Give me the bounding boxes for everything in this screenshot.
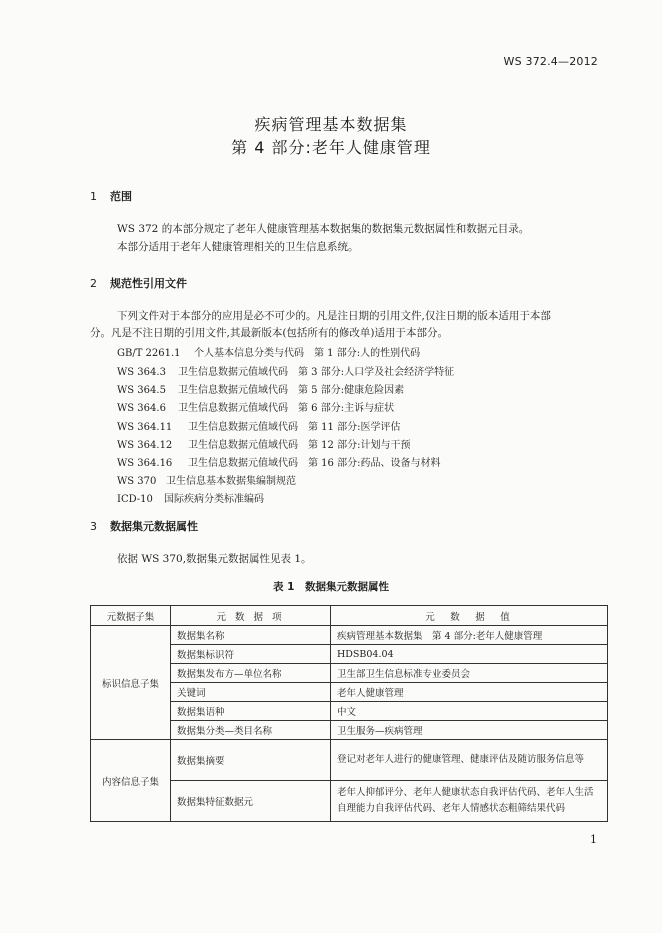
table-row [91, 740, 608, 781]
reference-title: 卫生信息数据元值域代码 第 5 部分:健康危险因素 [178, 385, 405, 396]
reference-item [117, 381, 404, 396]
section-1-paragraph-2: 本部分适用于老年人健康管理相关的卫生信息系统。 [117, 241, 359, 253]
reference-item [117, 454, 440, 469]
reference-code: WS 364.5 [117, 385, 166, 396]
reference-item [117, 436, 410, 451]
reference-item [117, 344, 420, 359]
section-1-title: 范围 [110, 190, 132, 203]
reference-code: WS 364.3 [117, 367, 166, 378]
section-2-title: 规范性引用文件 [110, 277, 187, 290]
item-cell: 数据集发布方—单位名称 [171, 664, 331, 683]
reference-title: 卫生信息数据元值域代码 第 3 部分:人口学及社会经济学特征 [178, 367, 455, 378]
section-1-heading [90, 188, 132, 204]
table-header-cell: 元 数 据 值 [331, 606, 608, 626]
section-1-number: 1 [90, 190, 97, 203]
section-2-heading [90, 275, 187, 291]
reference-title: 卫生信息数据元值域代码 第 11 部分:医学评估 [188, 422, 401, 433]
section-3-paragraph: 依据 WS 370,数据集元数据属性见表 1。 [117, 553, 312, 565]
reference-title: 卫生信息数据元值域代码 第 6 部分:主诉与症状 [178, 403, 395, 414]
reference-code: ICD-10 [117, 494, 153, 505]
section-1-paragraph-1: WS 372 的本部分规定了老年人健康管理基本数据集的数据集元数据属性和数据元目录。 [117, 223, 530, 235]
document-subtitle: 第 4 部分:老年人健康管理 [231, 138, 431, 157]
reference-code: GB/T 2261.1 [117, 348, 181, 359]
page-number: 1 [590, 833, 597, 846]
group-cell: 标识信息子集 [91, 626, 171, 740]
item-cell: 数据集名称 [171, 626, 331, 645]
table-caption: 表 1 数据集元数据属性 [273, 581, 389, 593]
metadata-table [90, 605, 608, 822]
table-header-row [91, 606, 608, 626]
reference-title: 个人基本信息分类与代码 第 1 部分:人的性别代码 [194, 348, 421, 359]
value-cell: 疾病管理基本数据集 第 4 部分:老年人健康管理 [331, 626, 608, 645]
section-3-heading [90, 518, 198, 534]
item-cell: 数据集分类—类目名称 [171, 721, 331, 740]
section-3-title: 数据集元数据属性 [110, 520, 198, 533]
value-cell: HDSB04.04 [331, 645, 608, 664]
reference-code: WS 364.11 [117, 422, 173, 433]
value-cell: 卫生服务—疾病管理 [331, 721, 608, 740]
reference-title: 卫生信息数据元值域代码 第 12 部分:计划与干预 [188, 440, 411, 451]
reference-title: 卫生信息基本数据集编制规范 [166, 476, 296, 487]
reference-code: WS 364.6 [117, 403, 166, 414]
document-id: WS 372.4—2012 [503, 55, 598, 68]
section-2-intro-line-2: 分。凡是不注日期的引用文件,其最新版本(包括所有的修改单)适用于本部分。 [90, 327, 449, 339]
reference-code: WS 364.16 [117, 458, 173, 469]
table-row [91, 626, 608, 645]
reference-item [117, 490, 264, 505]
reference-item [117, 418, 400, 433]
group-cell: 内容信息子集 [91, 740, 171, 822]
reference-title: 国际疾病分类标准编码 [164, 494, 264, 505]
item-cell: 数据集特征数据元 [171, 781, 331, 822]
section-2-intro-line-1: 下列文件对于本部分的应用是必不可少的。凡是注日期的引用文件,仅注日期的版本适用于本部 [117, 310, 551, 322]
reference-code: WS 370 [117, 476, 157, 487]
value-cell: 老年人健康管理 [331, 683, 608, 702]
value-cell: 中文 [331, 702, 608, 721]
reference-code: WS 364.12 [117, 440, 173, 451]
value-cell: 登记对老年人进行的健康管理、健康评估及随访服务信息等 [331, 740, 608, 781]
item-cell: 数据集标识符 [171, 645, 331, 664]
value-cell: 卫生部卫生信息标准专业委员会 [331, 664, 608, 683]
reference-title: 卫生信息数据元值域代码 第 16 部分:药品、设备与材料 [188, 458, 441, 469]
table-header-cell: 元 数 据 项 [171, 606, 331, 626]
item-cell: 数据集语种 [171, 702, 331, 721]
section-3-number: 3 [90, 520, 97, 533]
table-header-cell: 元数据子集 [91, 606, 171, 626]
item-cell: 数据集摘要 [171, 740, 331, 781]
section-2-number: 2 [90, 277, 97, 290]
document-title: 疾病管理基本数据集 [254, 115, 408, 134]
reference-item [117, 472, 296, 487]
reference-item [117, 363, 454, 378]
reference-item [117, 399, 394, 414]
value-cell: 老年人抑郁评分、老年人健康状态自我评估代码、老年人生活自理能力自我评估代码、老年人情感状态粗筛结果代码 [331, 781, 608, 822]
item-cell: 关键词 [171, 683, 331, 702]
